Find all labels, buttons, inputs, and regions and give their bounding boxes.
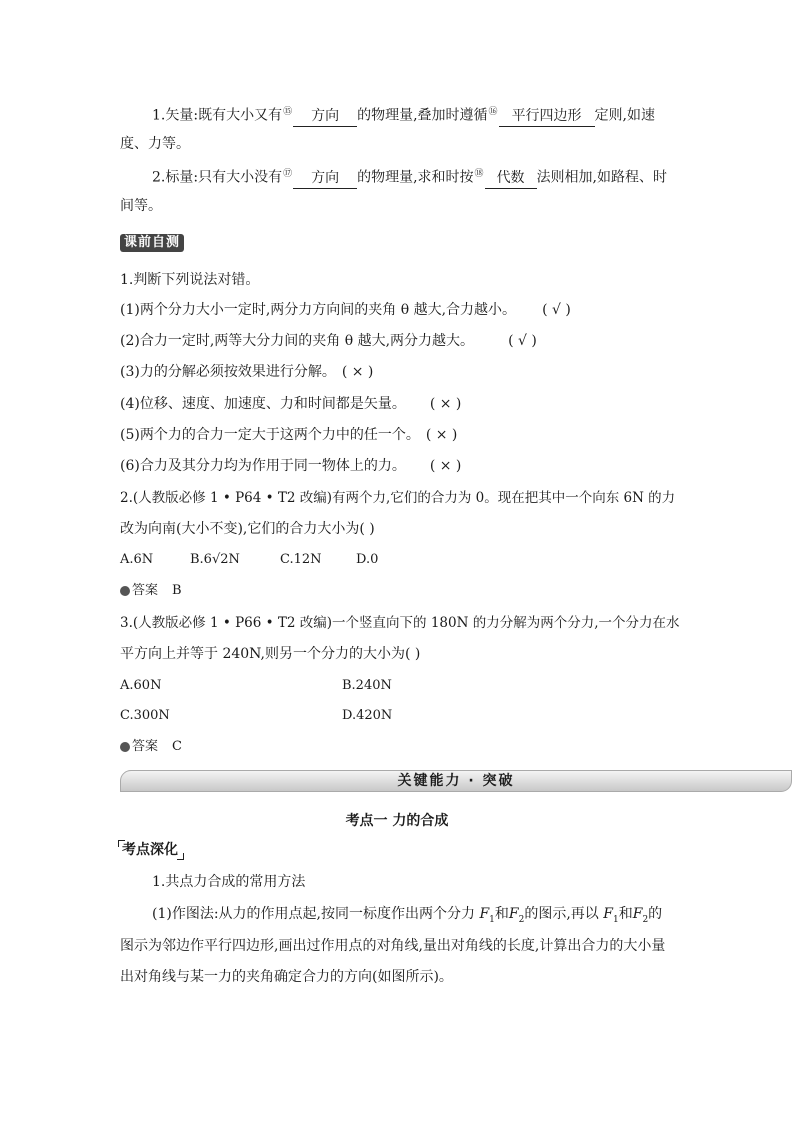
method-paragraph-line3: 出对角线与某一力的夹角确定合力的方向(如图所示)。 — [120, 969, 453, 985]
text: 的物理量,叠加时遵循 — [357, 107, 488, 124]
q1-item-2 — [120, 331, 537, 351]
answer-label: 答案 — [132, 583, 159, 598]
answer-value: B — [172, 583, 182, 598]
item-mark: ( × ) — [429, 458, 462, 474]
question-1-title: 1.判断下列说法对错。 — [120, 272, 260, 288]
q2-option-c: C.12N — [280, 552, 322, 567]
label-text: 考点深化 — [122, 842, 178, 858]
item-mark: ( √ ) — [508, 333, 537, 349]
text: 的图示,再以 — [524, 906, 599, 922]
scalar-definition-line1 — [152, 164, 667, 189]
text: 1.矢量:既有大小又有 — [152, 107, 283, 124]
question-3-line1: 3.(人教版必修 1 • P66 • T2 改编)一个竖直向下的 180N 的力分解为两个分力,一个分力在水 — [120, 615, 680, 631]
question-2-line1: 2.(人教版必修 1 • P64 • T2 改编)有两个力,它们的合力为 0。现在把其中一个向东 6N 的力 — [120, 490, 676, 506]
footnote-number: ⑱ — [474, 169, 484, 179]
subscript: 1 — [489, 914, 495, 925]
text: 的物理量,求和时按 — [357, 169, 474, 186]
item-text: (5)两个力的合力一定大于这两个力中的任一个。 — [120, 427, 420, 443]
q3-option-d: D.420N — [342, 708, 393, 723]
vector-definition-line1 — [152, 102, 655, 127]
text: 2.标量:只有大小没有 — [152, 169, 283, 186]
q1-item-3 — [120, 362, 373, 382]
subscript: 1 — [612, 914, 619, 925]
item-text: (3)力的分解必须按效果进行分解。 — [120, 364, 336, 380]
q3-answer — [120, 737, 182, 757]
q1-item-5 — [120, 425, 457, 445]
force-symbol: F — [603, 906, 613, 922]
method-paragraph-line1 — [152, 904, 662, 930]
section-title: 关键能力 · 突破 — [397, 773, 515, 789]
answer-label: 答案 — [132, 739, 159, 754]
item-text: (2)合力一定时,两等大分力间的夹角 θ 越大,两分力越大。 — [120, 333, 475, 349]
q3-option-c: C.300N — [120, 708, 170, 723]
subscript: 2 — [642, 914, 649, 925]
method-title: 1.共点力合成的常用方法 — [152, 874, 306, 890]
method-paragraph-line2: 图示为邻边作平行四边形,画出过作用点的对角线,量出对角线的长度,计算出合力的大小量 — [120, 938, 666, 954]
q1-item-4 — [120, 394, 461, 414]
q2-option-d: D.0 — [356, 552, 379, 567]
item-mark: ( √ ) — [542, 302, 571, 318]
section-header-bar — [120, 770, 792, 792]
q3-option-b: B.240N — [342, 678, 392, 693]
text: 法则相加,如路程、时 — [536, 169, 668, 186]
q2-option-a: A.6N — [120, 552, 154, 567]
subscript: 2 — [518, 914, 525, 925]
footnote-number: ⑰ — [283, 169, 293, 179]
fill-blank: 方向 — [293, 106, 357, 127]
scalar-definition-line2: 间等。 — [120, 198, 162, 214]
topic-title: 考点一 力的合成 — [345, 813, 449, 829]
q2-answer — [120, 581, 182, 601]
item-text: (6)合力及其分力均为作用于同一物体上的力。 — [120, 458, 406, 474]
fill-blank: 代数 — [485, 168, 537, 189]
q1-item-1 — [120, 300, 571, 320]
answer-icon — [120, 586, 130, 596]
force-symbol: F — [632, 906, 643, 922]
pre-class-quiz-badge: 课前自测 — [120, 234, 184, 252]
answer-icon — [120, 742, 130, 752]
answer-value: C — [172, 739, 182, 754]
footnote-number: ⑯ — [488, 107, 498, 117]
fill-blank: 方向 — [293, 168, 357, 189]
item-mark: ( × ) — [341, 364, 374, 380]
topic-deepening-label — [118, 840, 182, 860]
item-mark: ( × ) — [425, 427, 458, 443]
fill-blank: 平行四边形 — [499, 106, 595, 127]
force-symbol: F — [508, 906, 519, 922]
q2-option-b: B.6√2N — [190, 552, 240, 567]
q3-option-a: A.60N — [120, 678, 162, 693]
item-text: (4)位移、速度、加速度、力和时间都是矢量。 — [120, 396, 406, 412]
footnote-number: ⑮ — [283, 107, 293, 117]
text: 定则,如速 — [594, 107, 656, 124]
item-mark: ( × ) — [429, 396, 462, 412]
question-3-line2: 平方向上并等于 240N,则另一个分力的大小为( ) — [120, 646, 421, 662]
text: (1)作图法:从力的作用点起,按同一标度作出两个分力 — [152, 906, 475, 922]
question-2-line2: 改为向南(大小不变),它们的合力大小为( ) — [120, 521, 375, 537]
q1-item-6 — [120, 456, 461, 476]
item-text: (1)两个分力大小一定时,两分力方向间的夹角 θ 越大,合力越小。 — [120, 302, 517, 318]
text: 和 — [618, 906, 633, 922]
text: 的 — [648, 906, 663, 922]
force-symbol: F — [479, 906, 490, 922]
vector-definition-line2: 度、力等。 — [120, 136, 190, 152]
text: 和 — [494, 906, 509, 922]
